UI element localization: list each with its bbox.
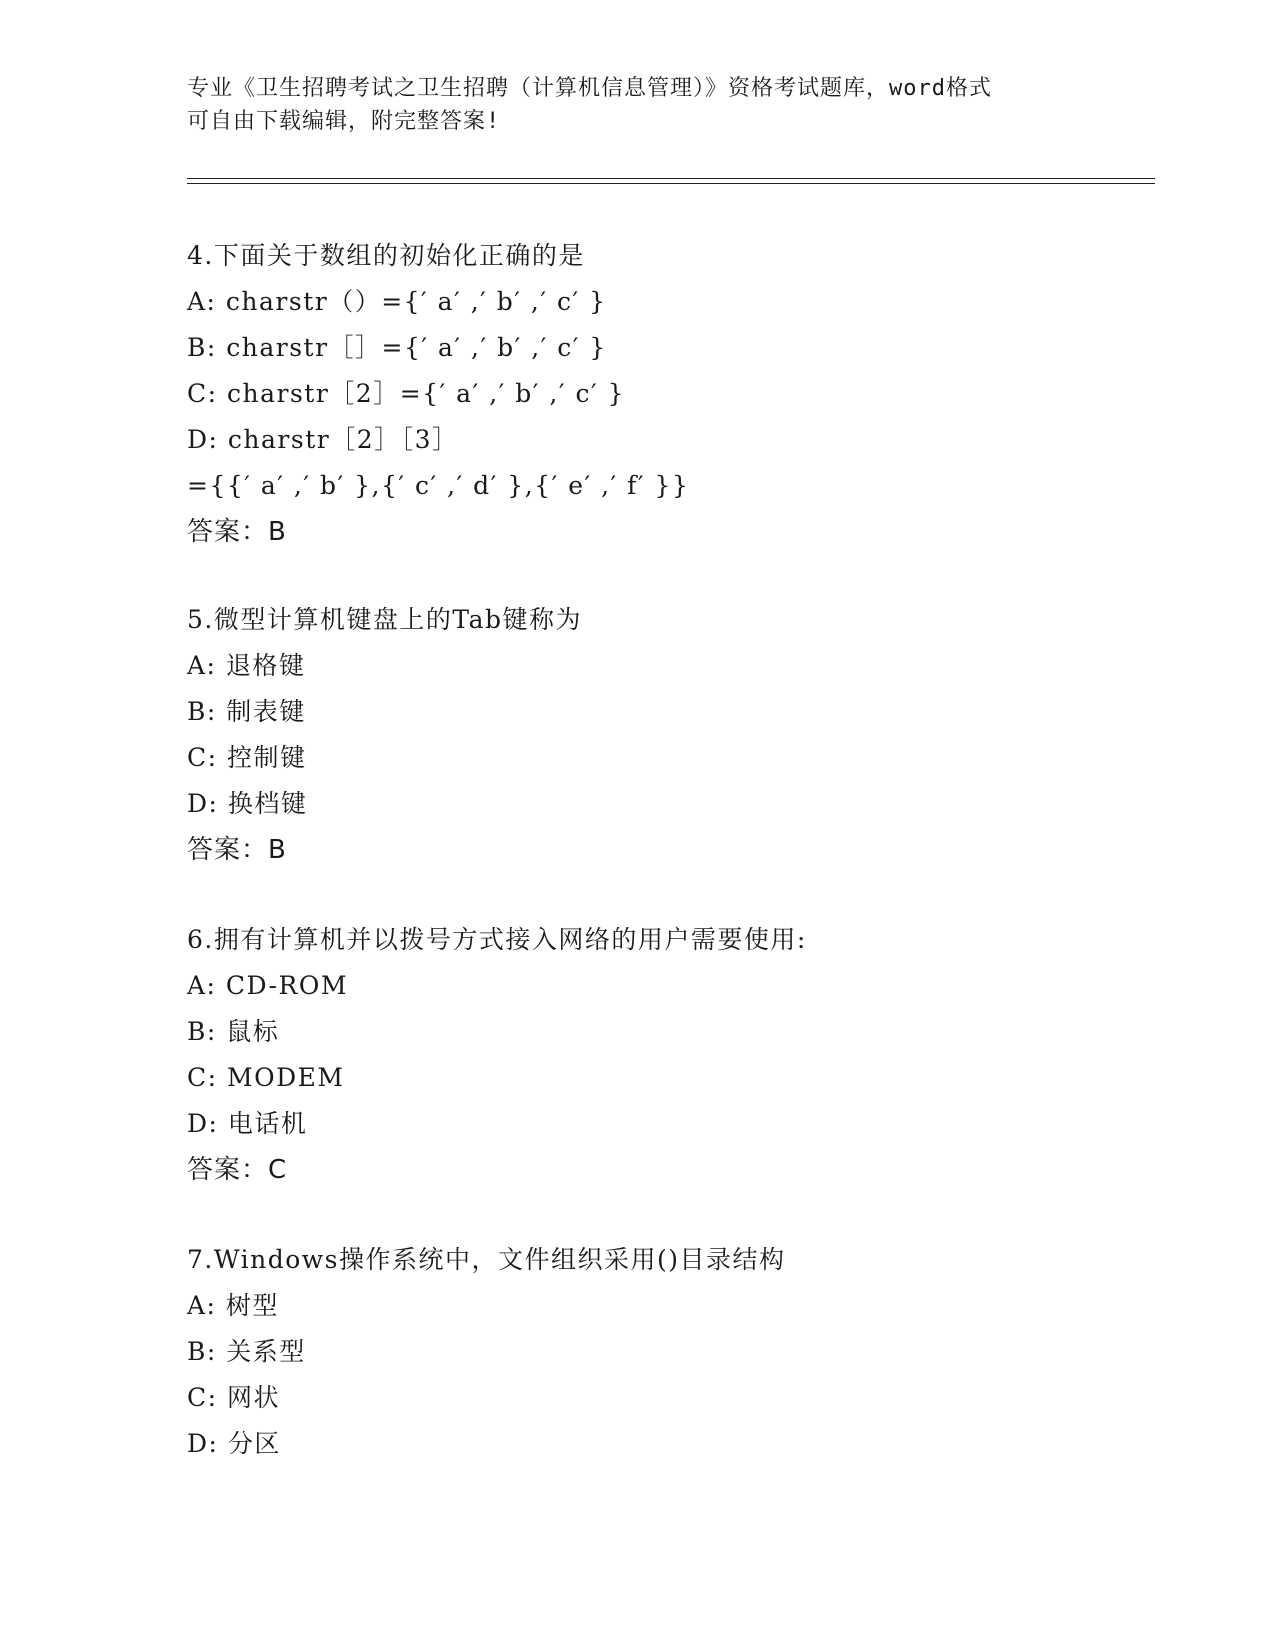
question-stem: 4.下面关于数组的初始化正确的是 bbox=[187, 241, 585, 270]
document-header bbox=[187, 72, 1087, 138]
option-b: B: 关系型 bbox=[187, 1337, 306, 1366]
option-d: D: charstr［2］［3］ bbox=[187, 425, 459, 454]
question-stem: 7.Windows操作系统中，文件组织采用()目录结构 bbox=[187, 1245, 786, 1274]
answer-label: 答案：C bbox=[187, 1155, 288, 1185]
option-c: C: charstr［2］={′ a′ ,′ b′ ,′ c′ } bbox=[187, 379, 625, 408]
option-a: A: 树型 bbox=[187, 1291, 279, 1320]
option-a: A: charstr（）={′ a′ ,′ b′ ,′ c′ } bbox=[187, 287, 607, 316]
option-c: C: MODEM bbox=[187, 1063, 345, 1092]
question-stem: 5.微型计算机键盘上的Tab键称为 bbox=[187, 605, 582, 634]
question-5 bbox=[187, 597, 1147, 873]
option-c: C: 控制键 bbox=[187, 743, 307, 772]
header-line-2: 可自由下载编辑，附完整答案! bbox=[187, 109, 501, 134]
option-d-continuation: ={{′ a′ ,′ b′ },{′ c′ ,′ d′ },{′ e′ ,′ f′ }} bbox=[187, 471, 690, 500]
header-divider-top bbox=[187, 178, 1155, 179]
option-d: D: 电话机 bbox=[187, 1109, 308, 1138]
answer-label: 答案：B bbox=[187, 835, 287, 865]
option-a: A: CD-ROM bbox=[187, 971, 348, 1000]
header-line-1: 专业《卫生招聘考试之卫生招聘（计算机信息管理）》资格考试题库，word格式 bbox=[187, 76, 992, 101]
option-c: C: 网状 bbox=[187, 1383, 280, 1412]
option-b: B: charstr［］={′ a′ ,′ b′ ,′ c′ } bbox=[187, 333, 607, 362]
question-6 bbox=[187, 917, 1147, 1193]
question-4 bbox=[187, 233, 1147, 555]
option-b: B: 制表键 bbox=[187, 697, 306, 726]
question-stem: 6.拥有计算机并以拨号方式接入网络的用户需要使用: bbox=[187, 925, 807, 954]
option-d: D: 分区 bbox=[187, 1429, 281, 1458]
option-d: D: 换档键 bbox=[187, 789, 308, 818]
header-divider-bottom bbox=[187, 183, 1155, 184]
option-a: A: 退格键 bbox=[187, 651, 306, 680]
option-b: B: 鼠标 bbox=[187, 1017, 280, 1046]
answer-label: 答案：B bbox=[187, 517, 287, 547]
question-7 bbox=[187, 1237, 1147, 1467]
